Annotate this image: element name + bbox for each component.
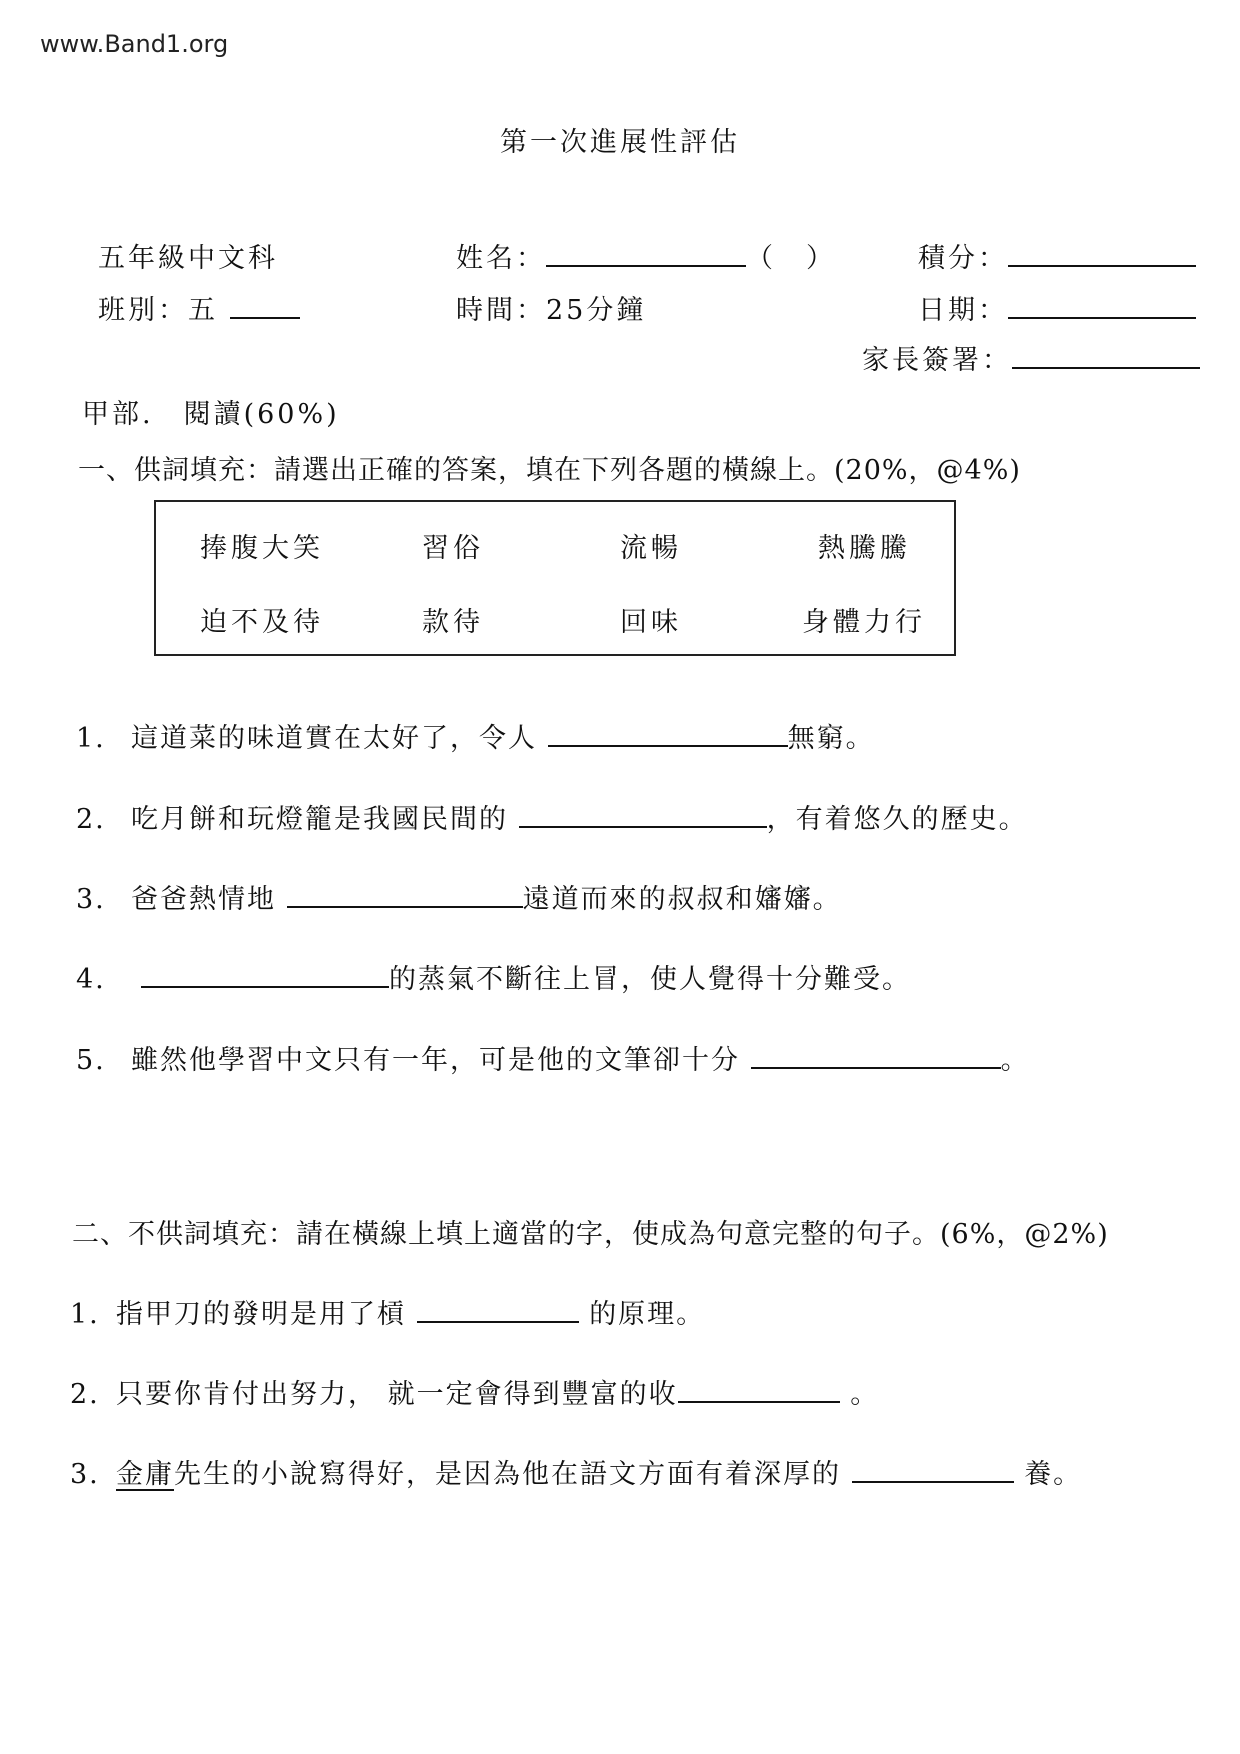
section2-heading: 二、不供詞填充：請在橫線上填上適當的字，使成為句意完整的句子。(6%，@2%) [72, 1219, 1109, 1250]
parent-sign-field [862, 338, 1200, 377]
answer-blank[interactable] [287, 878, 523, 908]
page-title: 第一次進展性評估 [500, 127, 740, 158]
class-number-parens: （ ） [746, 243, 836, 274]
question-1: 1. 這道菜的味道實在太好了，令人 無窮。 [76, 716, 875, 755]
name-blank[interactable] [546, 237, 746, 267]
answer-blank[interactable] [519, 798, 767, 828]
class-blank[interactable] [230, 289, 300, 319]
name-label: 姓名： [456, 243, 546, 274]
answer-blank[interactable] [548, 717, 788, 747]
score-field [918, 236, 1196, 275]
score-label: 積分： [918, 243, 1008, 274]
time-label: 時間：25分鐘 [456, 295, 647, 326]
answer-blank[interactable] [141, 958, 389, 988]
class-label: 班別：五 [98, 295, 218, 326]
answer-blank[interactable] [852, 1453, 1014, 1483]
site-watermark: www.Band1.org [40, 30, 229, 58]
answer-blank[interactable] [417, 1293, 579, 1323]
word-bank-item: 款待 [422, 607, 484, 638]
word-bank-item: 流暢 [620, 533, 682, 564]
section2-question-3: 3. 金庸先生的小說寫得好，是因為他在語文方面有着深厚的 養。 [70, 1452, 1082, 1491]
name-field [456, 236, 836, 275]
word-bank-box [154, 500, 956, 656]
answer-blank[interactable] [751, 1039, 1001, 1069]
part-a-heading: 甲部. 閱讀(60%) [82, 399, 340, 430]
word-bank-item: 捧腹大笑 [200, 533, 324, 564]
parent-sign-label: 家長簽署： [862, 345, 1012, 376]
word-bank-item: 迫不及待 [200, 607, 324, 638]
underlined-name: 金庸 [116, 1459, 174, 1490]
section2-question-1: 1. 指甲刀的發明是用了槓 的原理。 [70, 1292, 705, 1331]
date-field [918, 288, 1196, 327]
subject-label: 五年級中文科 [98, 243, 278, 274]
word-bank-item: 身體力行 [802, 607, 926, 638]
question-2: 2. 吃月餅和玩燈籠是我國民間的 ，有着悠久的歷史。 [76, 797, 1028, 836]
word-bank-item: 習俗 [422, 533, 484, 564]
date-label: 日期： [918, 295, 1008, 326]
word-bank-item: 熱騰騰 [818, 533, 911, 564]
parent-sign-blank[interactable] [1012, 339, 1200, 369]
section2-question-2: 2. 只要你肯付出努力， 就一定會得到豐富的收 。 [70, 1372, 879, 1411]
question-5: 5. 雖然他學習中文只有一年，可是他的文筆卻十分 。 [76, 1038, 1030, 1077]
section1-heading: 一、供詞填充：請選出正確的答案，填在下列各題的橫線上。(20%，@4%) [78, 455, 1021, 486]
answer-blank[interactable] [678, 1373, 840, 1403]
score-blank[interactable] [1008, 237, 1196, 267]
word-bank-item: 回味 [620, 607, 682, 638]
question-3: 3. 爸爸熱情地 遠道而來的叔叔和嬸嬸。 [76, 877, 842, 916]
class-field [98, 288, 300, 327]
question-4: 4. 的蒸氣不斷往上冒，使人覺得十分難受。 [76, 957, 911, 996]
date-blank[interactable] [1008, 289, 1196, 319]
